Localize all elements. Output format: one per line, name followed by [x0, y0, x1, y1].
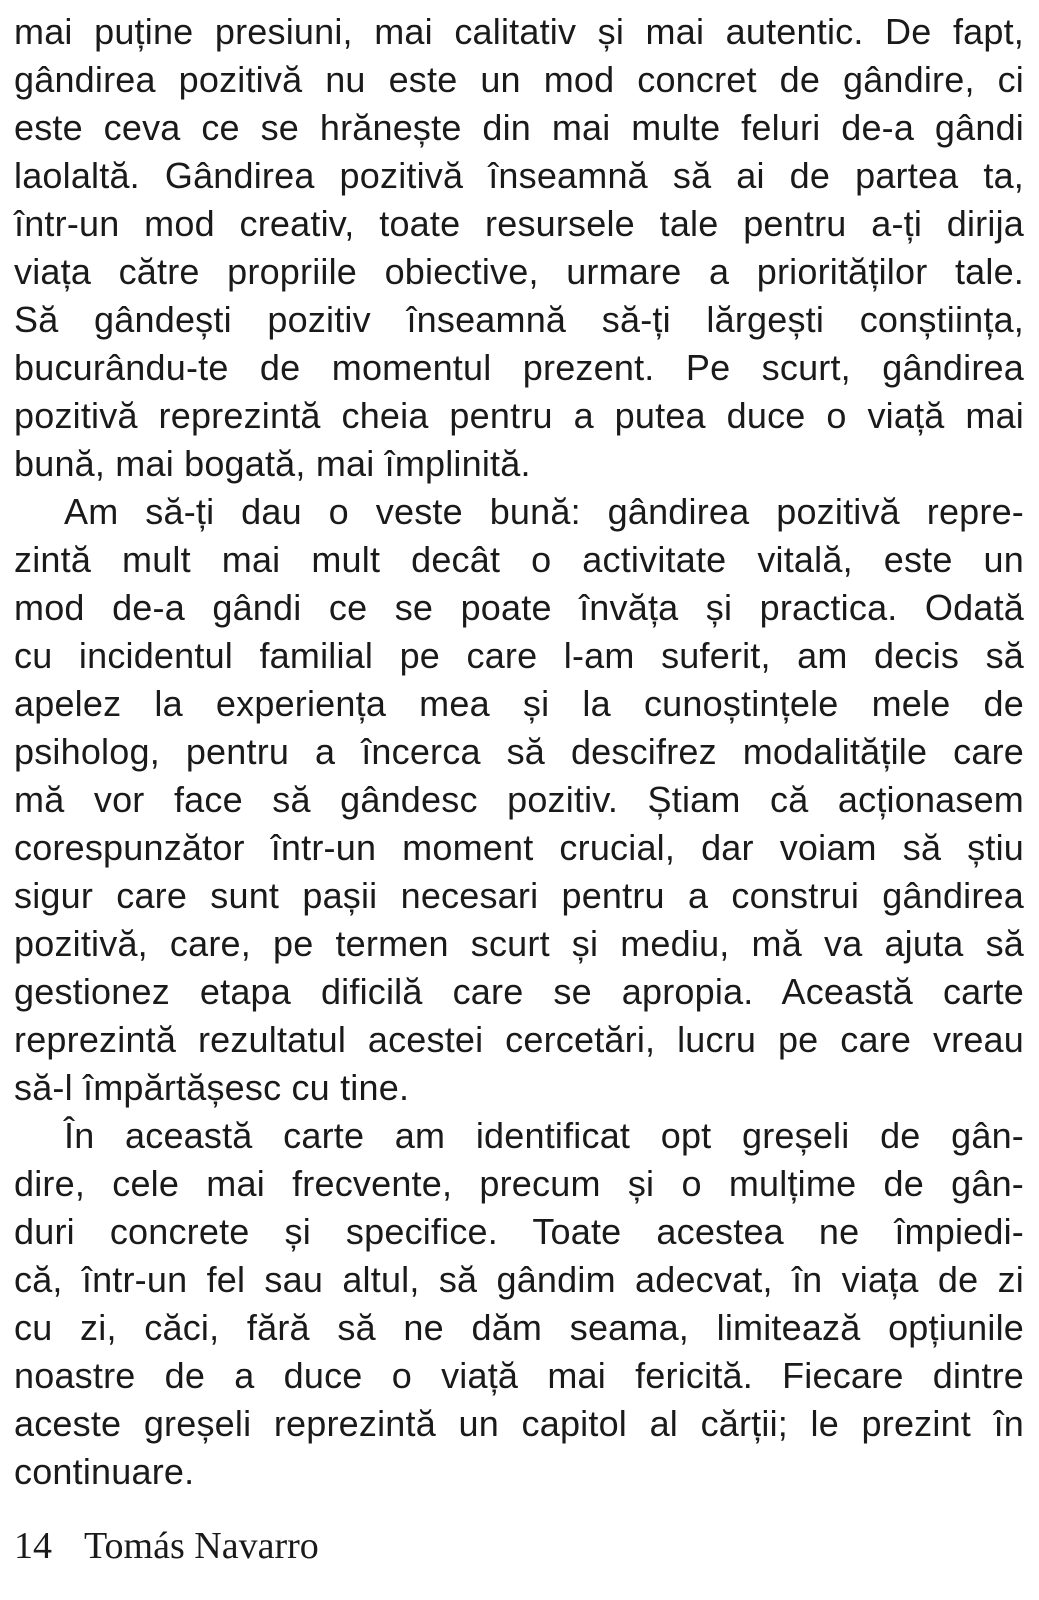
text-line: cu incidentul familial pe care l-am suferit, am decis să: [14, 635, 1024, 676]
text-line: Am să-ți dau o veste bună: gândirea pozitivă repre-: [64, 491, 1024, 532]
text-line: cu zi, căci, fără să ne dăm seama, limitează opțiunile: [14, 1307, 1024, 1348]
text-line: mod de-a gândi ce se poate învăța și practica. Odată: [14, 587, 1024, 628]
text-line: apelez la experiența mea și la cunoștințele mele de: [14, 683, 1024, 724]
text-line: duri concrete și specifice. Toate acestea ne împiedi-: [14, 1211, 1024, 1252]
text-line: corespunzător într-un moment crucial, dar voiam să știu: [14, 827, 1024, 868]
text-line: bună, mai bogată, mai împlinită.: [14, 443, 531, 484]
text-line: mă vor face să gândesc pozitiv. Știam că acționasem: [14, 779, 1024, 820]
text-line: sigur care sunt pașii necesari pentru a construi gândirea: [14, 875, 1024, 916]
text-line: pozitivă reprezintă cheia pentru a putea duce o viață mai: [14, 395, 1024, 436]
text-line: mai puține presiuni, mai calitativ și mai autentic. De fapt,: [14, 11, 1024, 52]
text-line: gândirea pozitivă nu este un mod concret de gândire, ci: [14, 59, 1024, 100]
page-footer: [14, 1524, 1024, 1568]
text-line: că, într-un fel sau altul, să gândim adecvat, în viața de zi: [14, 1259, 1024, 1300]
paragraph: [14, 488, 1024, 1112]
text-line: pozitivă, care, pe termen scurt și mediu, mă va ajuta să: [14, 923, 1024, 964]
text-line: laolaltă. Gândirea pozitivă înseamnă să ai de partea ta,: [14, 155, 1024, 196]
paragraph: [14, 1112, 1024, 1496]
page-number: 14: [14, 1525, 52, 1567]
text-line: noastre de a duce o viață mai fericită. Fiecare dintre: [14, 1355, 1024, 1396]
running-footer-author: Tomás Navarro: [84, 1525, 319, 1567]
text-line: dire, cele mai frecvente, precum și o mulțime de gân-: [14, 1163, 1024, 1204]
text-line: într-un mod creativ, toate resursele tale pentru a-ți dirija: [14, 203, 1024, 244]
page-text: [14, 8, 1024, 1496]
text-line: să-l împărtășesc cu tine.: [14, 1067, 410, 1108]
text-line: psiholog, pentru a încerca să descifrez modalitățile care: [14, 731, 1024, 772]
text-line: zintă mult mai mult decât o activitate vitală, este un: [14, 539, 1024, 580]
paragraph: [14, 8, 1024, 488]
text-line: În această carte am identificat opt greșeli de gân-: [64, 1115, 1024, 1156]
text-line: este ceva ce se hrănește din mai multe feluri de-a gândi: [14, 107, 1024, 148]
text-line: aceste greșeli reprezintă un capitol al cărții; le prezint în: [14, 1403, 1024, 1444]
text-line: bucurându-te de momentul prezent. Pe scurt, gândirea: [14, 347, 1024, 388]
text-line: Să gândești pozitiv înseamnă să-ți lărgești conștiința,: [14, 299, 1024, 340]
text-line: gestionez etapa dificilă care se apropia. Această carte: [14, 971, 1024, 1012]
text-line: viața către propriile obiective, urmare a priorităților tale.: [14, 251, 1024, 292]
text-line: reprezintă rezultatul acestei cercetări, lucru pe care vreau: [14, 1019, 1024, 1060]
text-line: continuare.: [14, 1451, 195, 1492]
